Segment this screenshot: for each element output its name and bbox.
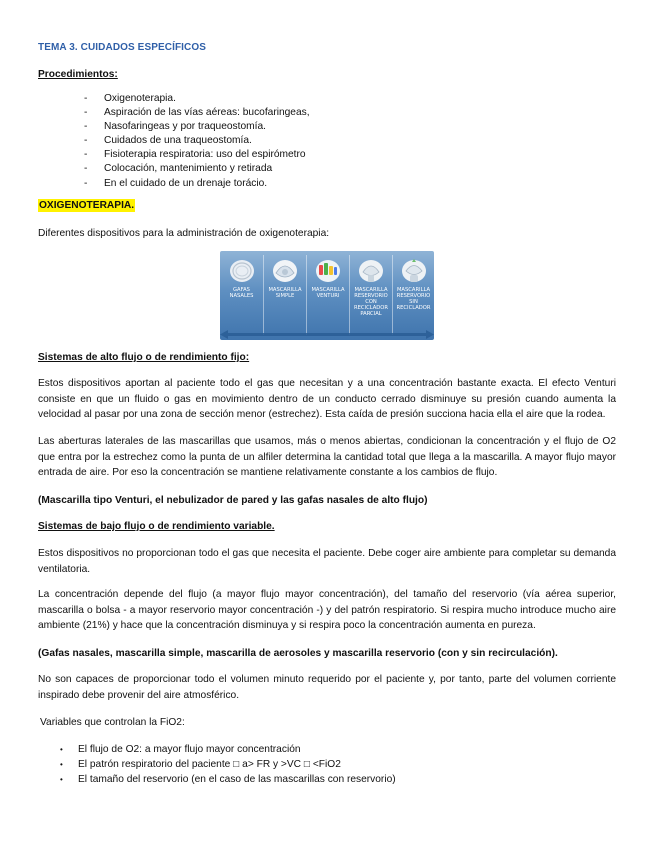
dash-marker: - [84,107,88,119]
devices-figure [220,251,434,340]
panel-label-line: MASCARILLA [311,287,345,293]
reservoir-mask-no-recycler-icon [399,257,429,285]
simple-mask-icon [270,257,300,285]
panel-mascarilla-venturi [307,251,349,340]
alto-flujo-paragraph-1: Estos dispositivos aportan al paciente todo el gas que necesitan y a una concentración bastante exacta. El efecto Venturi consiste en que un fluido o gas en movimiento dentro de un conducto cerrado disminuye su presión cuando aumenta la velocidad al pasar por una zona de sección menor (estrechez). Esta caída de presión succiona hacia ella el aire que la rodea. [38,378,616,420]
oxigenoterapia-heading: OXIGENOTERAPIA. [39,200,135,211]
panel-label-line: MASCARILLA [354,287,388,293]
bullet-marker: • [60,745,63,754]
variables-heading: Variables que controlan la FiO2: [40,717,185,728]
procedimientos-list [84,92,484,191]
figure-arrow-icon [220,329,434,340]
list-item: - Colocación, mantenimiento y retirada [84,162,484,176]
alto-flujo-heading: Sistemas de alto flujo o de rendimiento fijo: [38,352,250,363]
dash-marker: - [84,149,88,161]
panel-label-line: RESERVORIO [396,293,431,299]
document-title: TEMA 3. CUIDADOS ESPECÍFICOS [38,42,207,53]
dash-marker: - [84,121,88,133]
bajo-flujo-paragraph-3: No son capaces de proporcionar todo el volumen minuto requerido por el paciente y, por tanto, parte del volumen corriente inspirado debe provenir del aire atmosférico. [38,674,616,701]
variables-list [60,742,560,788]
bullet-marker: • [60,775,63,785]
panel-label-line: GAFAS [233,287,250,293]
list-item: - Oxigenoterapia. [84,92,484,106]
list-item: - Nasofaringeas y por traqueostomía. [84,120,484,134]
bajo-flujo-examples: (Gafas nasales, mascarilla simple, mascarilla de aerosoles y mascarilla reservorio (con y sin recirculación). [38,648,558,659]
panel-label-line: NASALES [229,293,254,299]
list-item: • El flujo de O2: a mayor flujo mayor concentración [60,742,560,757]
procedimientos-heading: Procedimientos: [38,69,118,80]
nasal-cannula-icon [227,257,257,285]
alto-flujo-examples: (Mascarilla tipo Venturi, el nebulizador de pared y las gafas nasales de alto flujo) [38,495,428,506]
list-item: - Fisioterapia respiratoria: uso del espirómetro [84,148,484,162]
list-item: • El tamaño del reservorio (en el caso de las mascarillas con reservorio) [60,772,560,787]
oxigenoterapia-intro: Diferentes dispositivos para la administración de oxigenoterapia: [38,228,330,239]
panel-label-line: RECICLADOR [396,305,431,311]
list-item: - Aspiración de las vías aéreas: bucofaringeas, [84,106,484,120]
panel-label-line: RESERVORIO [354,293,388,299]
dash-marker: - [84,93,88,104]
panel-label-line: SIMPLE [275,293,295,299]
panel-gafas-nasales [220,251,263,340]
alto-flujo-paragraph-2: Las aberturas laterales de las mascarillas que usamos, más o menos abiertas, condicionan la concentración y el flujo de O2 que entra por la estrechez como la punta de un alfiler determina la cantidad total que llega a la mascarilla. A mayor flujo mayor entrada de aire. Por eso la concentración se mantiene relativamente constante a los cambios de flujo. [38,436,616,478]
list-item: - Cuidados de una traqueostomía. [84,134,484,148]
reservoir-mask-partial-icon [356,257,386,285]
dash-marker: - [84,177,88,189]
list-item: - En el cuidado de un drenaje torácio. [84,177,484,191]
panel-label-line: SIN [409,299,418,305]
panel-label-line: VENTURI [316,293,340,299]
panel-label-line: PARCIAL [360,311,382,317]
list-item: • El patrón respiratorio del paciente □ a> FR y >VC □ <FiO2 [60,757,560,772]
bajo-flujo-paragraph-2: La concentración depende del flujo (a mayor flujo mayor concentración), del tamaño del reservorio (vía aérea superior, mascarilla o bolsa - a mayor reservorio mayor concentración -) y del patrón respiratorio. Si respira mucho introduce mucho aire ambiente (21%) y hace que la concentración disminuya y si respira poco la concentración aumenta en pureza. [38,589,616,631]
bajo-flujo-heading: Sistemas de bajo flujo o de rendimiento variable. [38,521,275,532]
bajo-flujo-paragraph-1: Estos dispositivos no proporcionan todo el gas que necesita el paciente. Debe coger aire ambiente para completar su demanda ventilatoria. [38,548,616,575]
bullet-marker: • [60,760,63,770]
panel-label-line: RECICLADOR [354,305,388,311]
panel-label-line: MASCARILLA [396,287,431,293]
panel-mascarilla-simple [264,251,306,340]
venturi-mask-icon [313,257,343,285]
dash-marker: - [84,163,88,175]
dash-marker: - [84,135,88,147]
panel-label-line: CON [365,299,377,305]
panel-label-line: MASCARILLA [268,287,302,293]
panel-reservorio-sin-reciclador [393,251,434,340]
panel-reservorio-con-reciclador [350,251,392,340]
